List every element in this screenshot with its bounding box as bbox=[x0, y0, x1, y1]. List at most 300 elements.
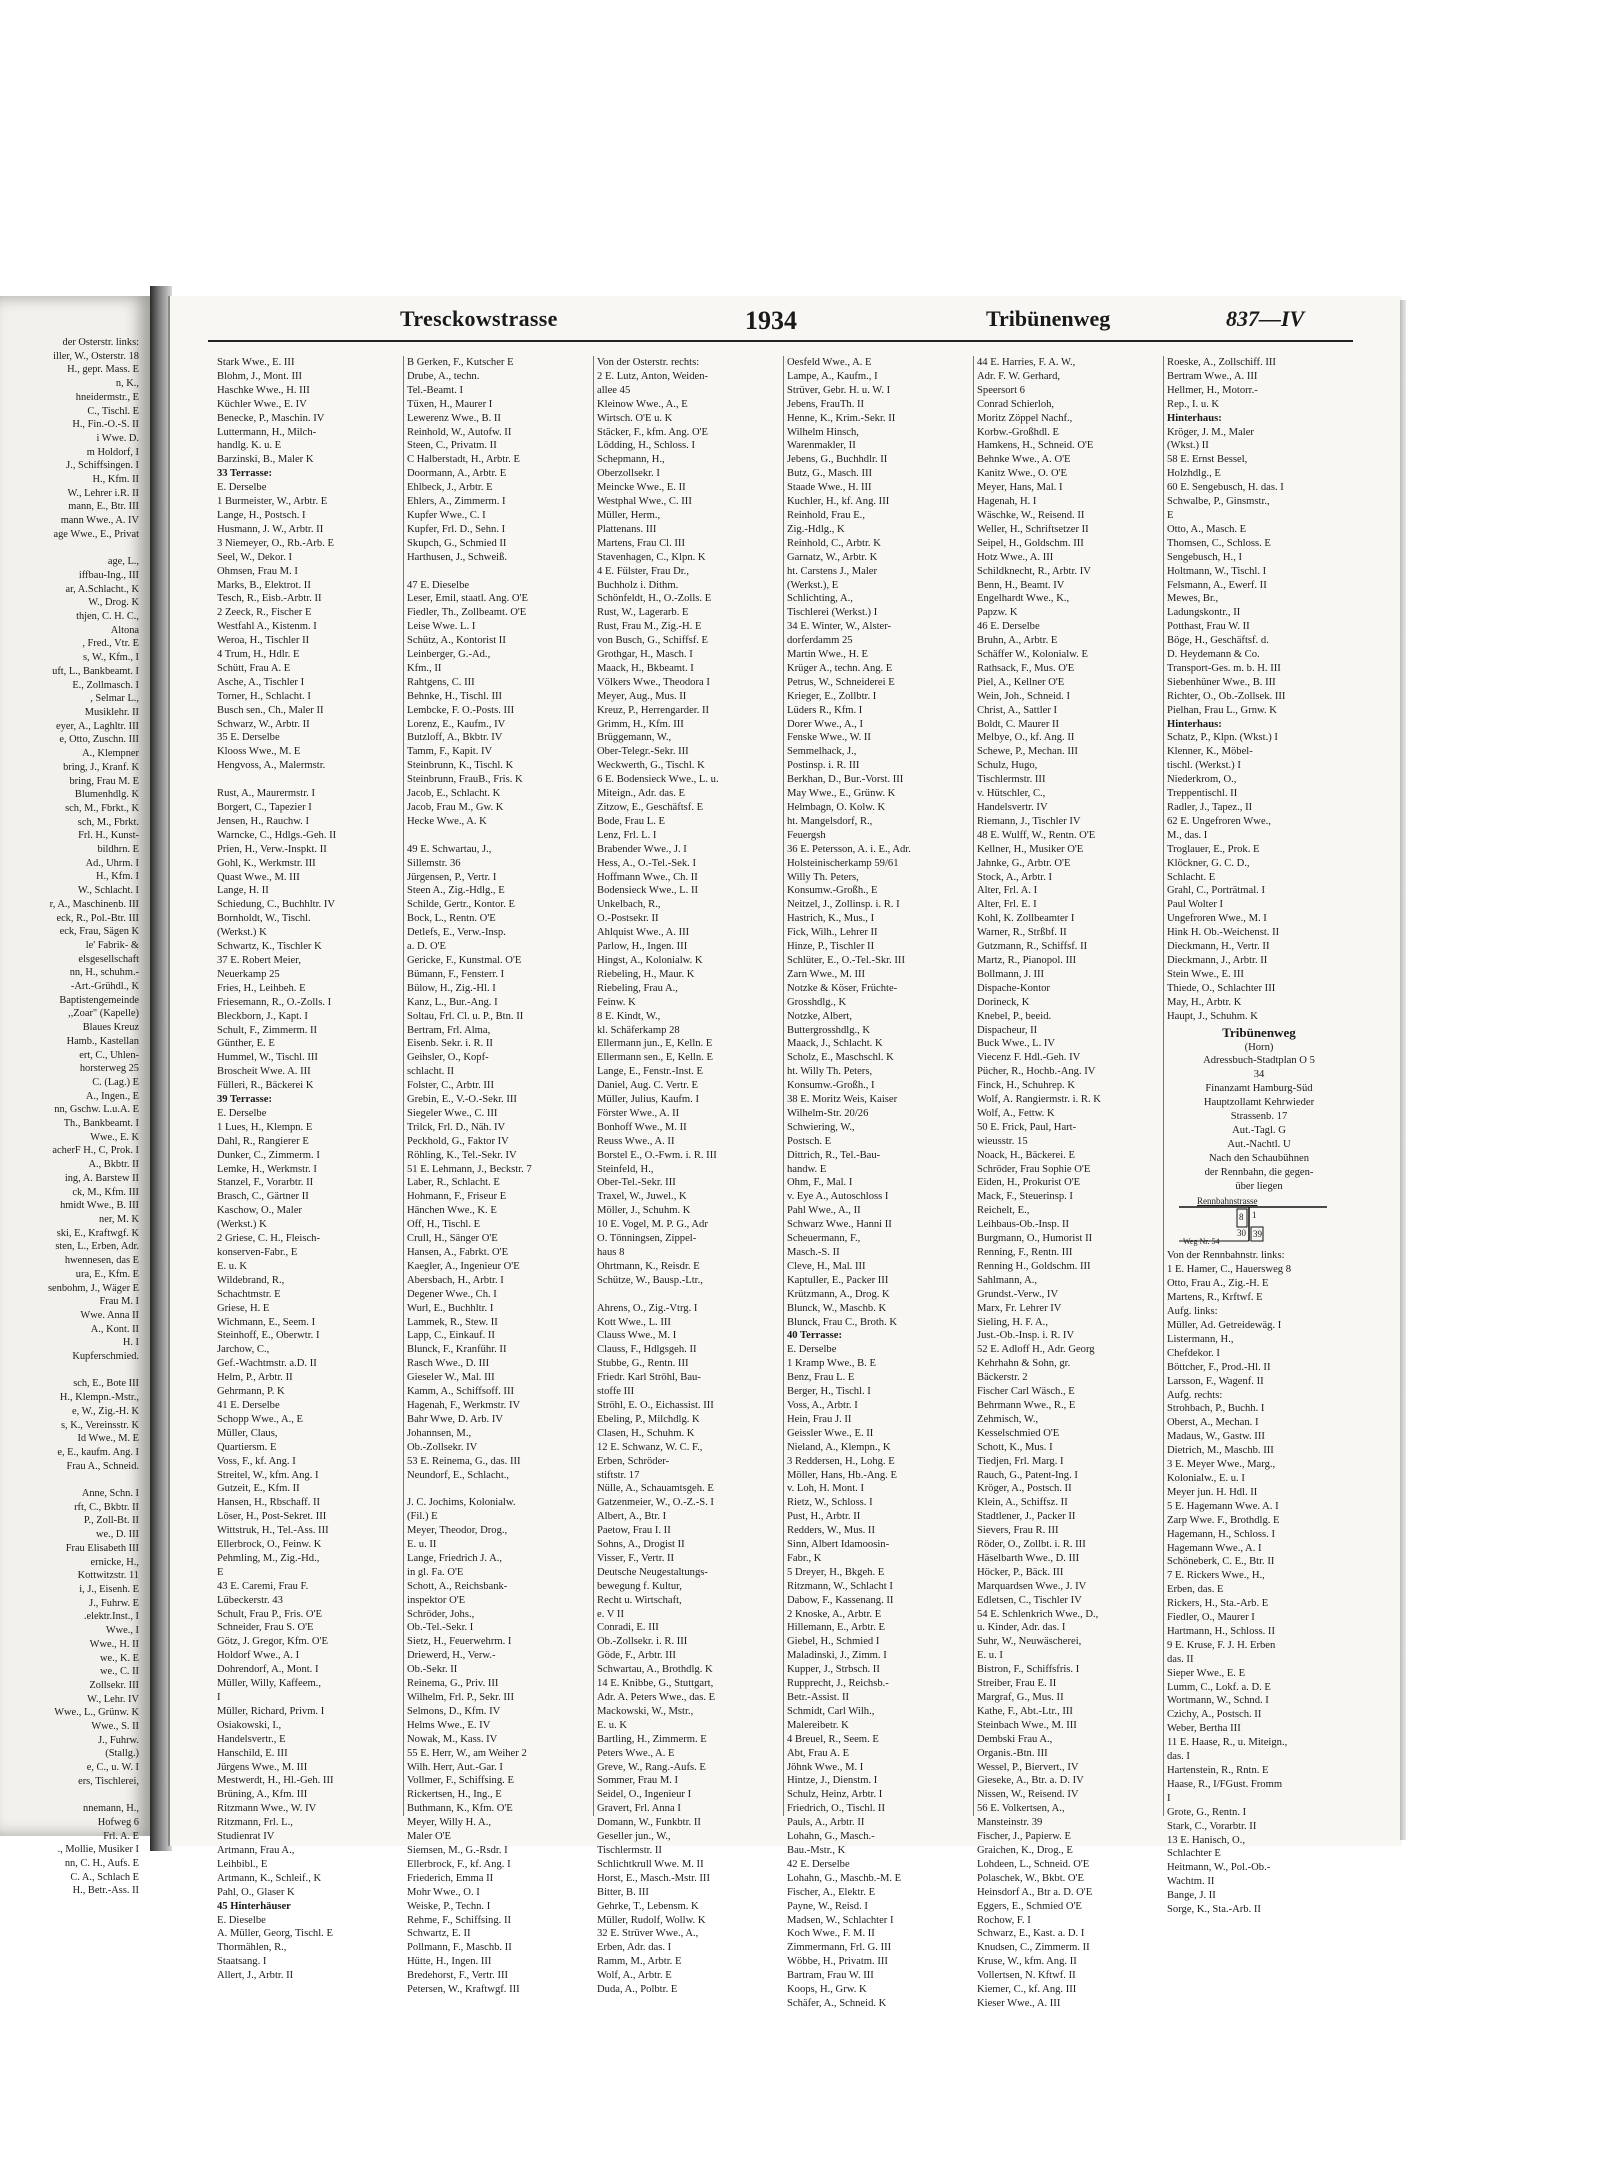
left-page-line: sten, L., Erben, Adr. bbox=[55, 1241, 139, 1253]
directory-entry: Ellerbrock, F., kf. Ang. I bbox=[407, 1858, 511, 1870]
directory-entry: Stäcker, F., kfm. Ang. O'E bbox=[597, 426, 708, 438]
directory-entry: Martens, Frau Cl. III bbox=[597, 537, 685, 549]
directory-entry: Fenske Wwe., W. II bbox=[787, 732, 871, 744]
directory-entry: Boldt, C. Maurer II bbox=[977, 718, 1060, 730]
directory-entry: Meincke Wwe., E. II bbox=[597, 482, 686, 494]
directory-entry: Grundst.-Verw., IV bbox=[977, 1288, 1059, 1300]
directory-entry: Schwarz, E., Kast. a. D. I bbox=[977, 1928, 1085, 1940]
left-page-line: Th., Bankbeamt. I bbox=[63, 1118, 139, 1130]
directory-entry: 6 E. Bodensieck Wwe., L. u. bbox=[597, 774, 719, 786]
directory-entry: Heinsdorf A., Btr a. D. O'E bbox=[977, 1886, 1093, 1898]
directory-entry: Lapp, C., Einkauf. II bbox=[407, 1330, 495, 1342]
directory-entry bbox=[597, 1288, 780, 1302]
directory-entry: Grothgar, H., Masch. I bbox=[597, 649, 693, 661]
map-plot-number: 39 bbox=[1253, 1229, 1262, 1240]
directory-entry: Lüders R., Kfm. I bbox=[787, 704, 863, 716]
left-page-line: e, C., u. W. I bbox=[86, 1762, 139, 1774]
directory-entry: Zarp Wwe. F., Brothdlg. E bbox=[1167, 1514, 1280, 1526]
directory-entry: Helms Wwe., E. IV bbox=[407, 1719, 491, 1731]
directory-entry: Schwarz, W., Arbtr. II bbox=[217, 718, 310, 730]
directory-entry: Griese, H. E bbox=[217, 1302, 270, 1314]
directory-entry: Ellerbrock, O., Feinw. K bbox=[217, 1539, 322, 1551]
directory-entry: E. u. I bbox=[977, 1650, 1003, 1662]
left-page-line: H., Kfm. II bbox=[92, 474, 139, 486]
directory-entry: Westphal Wwe., C. III bbox=[597, 496, 692, 508]
directory-entry: Schopp Wwe., A., E bbox=[217, 1413, 304, 1425]
directory-entry: (Fil.) E bbox=[407, 1511, 438, 1523]
street-range-start: Tresckowstrasse bbox=[400, 306, 558, 331]
directory-entry: Leinberger, G.-Ad., bbox=[407, 649, 491, 661]
directory-entry: E bbox=[217, 1566, 224, 1578]
directory-entry: Lenz, Frl. L. I bbox=[597, 829, 657, 841]
directory-entry: Ob.-Zollsekr. i. R. III bbox=[597, 1636, 688, 1648]
directory-entry: O.-Postsekr. II bbox=[597, 913, 659, 925]
directory-entry: Recht u. Wirtschaft, bbox=[597, 1594, 682, 1606]
directory-entry: A. Müller, Georg, Tischl. E bbox=[217, 1928, 333, 1940]
directory-entry: Müller, Richard, Privm. I bbox=[217, 1705, 325, 1717]
directory-entry: Tiedjen, Frl. Marg. I bbox=[977, 1455, 1064, 1467]
directory-entry: Meyer, Theodor, Drog., bbox=[407, 1525, 508, 1537]
directory-entry: Otto, A., Masch. E bbox=[1167, 523, 1247, 535]
directory-entry: Kaptuller, E., Packer III bbox=[787, 1274, 889, 1286]
directory-entry: Rust, A., Maurermstr. I bbox=[217, 788, 315, 800]
directory-entry: Helmbagn, O. Kolw. K bbox=[787, 802, 886, 813]
directory-entry: Reinhold, Frau E., bbox=[787, 509, 865, 521]
directory-entry: Madaus, W., Gastw. III bbox=[1167, 1431, 1265, 1443]
directory-entry: Kruse, W., kfm. Ang. II bbox=[977, 1956, 1077, 1968]
directory-entry: Moritz Zöppel Nachf., bbox=[977, 412, 1073, 424]
directory-entry: Artmann, Frau A., bbox=[217, 1844, 295, 1856]
directory-entry: Schepmann, H., bbox=[597, 454, 665, 466]
directory-entry: Thiede, O., Schlachter III bbox=[1167, 982, 1276, 994]
directory-entry: Aufg. links: bbox=[1167, 1306, 1218, 1318]
left-page-line: Musiklehr. II bbox=[84, 706, 139, 718]
directory-entry: Dohrendorf, A., Mont. I bbox=[217, 1664, 319, 1676]
directory-entry: Gieseke, A., Btr. a. D. IV bbox=[977, 1775, 1084, 1787]
directory-entry: 50 E. Frick, Paul, Hart- bbox=[977, 1121, 1077, 1133]
left-page-line: elsgesellschaft bbox=[78, 953, 139, 965]
directory-entry: Von der Rennbahnstr. links: bbox=[1167, 1250, 1285, 1262]
directory-entry: Gutzeit, E., Kfm. II bbox=[217, 1483, 300, 1495]
directory-entry: 54 E. Schlenkrich Wwe., D., bbox=[977, 1608, 1099, 1620]
directory-entry: Grosshdlg., K bbox=[787, 996, 847, 1008]
directory-entry: E. Derselbe bbox=[217, 482, 267, 494]
directory-entry: Martz, R., Pianopol. III bbox=[977, 954, 1077, 966]
directory-entry: Kuchler, H., kf. Ang. III bbox=[787, 496, 890, 508]
directory-entry: 43 E. Caremi, Frau F. bbox=[217, 1580, 309, 1592]
directory-entry: Hellmer, H., Motorr.- bbox=[1167, 384, 1258, 396]
directory-entry: Sieling, H. F. A., bbox=[977, 1316, 1048, 1328]
directory-entry: Mackowski, W., Mstr., bbox=[597, 1705, 694, 1717]
directory-entry: Dorineck, K bbox=[977, 996, 1030, 1008]
directory-entry: Bornholdt, W., Tischl. bbox=[217, 913, 311, 925]
directory-entry: Böttcher, F., Prod.-Hl. II bbox=[1167, 1361, 1271, 1373]
left-page-line: ar, A.Schlacht., K bbox=[65, 583, 139, 595]
directory-entry: Tamm, F., Kapit. IV bbox=[407, 746, 493, 758]
directory-entry: Quartiersm. E bbox=[217, 1441, 277, 1453]
directory-entry: Wolf, A., Arbtr. E bbox=[597, 1970, 672, 1982]
map-plot-number: 8 bbox=[1239, 1212, 1244, 1223]
page-edge bbox=[1400, 300, 1406, 1840]
directory-entry: Bartling, H., Zimmerm. E bbox=[597, 1733, 707, 1745]
directory-entry: Giebel, H., Schmied I bbox=[787, 1636, 880, 1648]
directory-entry: Larsson, F., Wagenf. II bbox=[1167, 1375, 1264, 1387]
directory-entry: Grebin, E., V.-O.-Sekr. III bbox=[407, 1094, 517, 1106]
left-page-line bbox=[0, 1364, 139, 1378]
directory-entry: Strohbach, P., Buchh. I bbox=[1167, 1403, 1265, 1415]
directory-entry: 1 Kramp Wwe., B. E bbox=[787, 1358, 876, 1370]
directory-entry: Eggers, E., Schmied O'E bbox=[977, 1900, 1082, 1912]
directory-entry: Kiemer, C., kf. Ang. III bbox=[977, 1984, 1077, 1996]
directory-entry: Thormählen, R., bbox=[217, 1942, 287, 1954]
directory-entry: Ober-Telegr.-Sekr. III bbox=[597, 746, 689, 758]
directory-entry: 46 E. Derselbe bbox=[977, 621, 1040, 633]
directory-entry: Wolf, A. Rangiermstr. i. R. K bbox=[977, 1094, 1101, 1106]
directory-entry: E bbox=[1167, 509, 1174, 521]
directory-entry: Paetow, Frau I. II bbox=[597, 1525, 671, 1537]
directory-entry: 8 E. Kindt, W., bbox=[597, 1010, 661, 1022]
left-page-line: bring, J., Kranf. K bbox=[63, 761, 139, 773]
directory-entry: Sommer, Frau M. I bbox=[597, 1775, 679, 1787]
directory-entry: Eisenb. Sekr. i. R. II bbox=[407, 1038, 493, 1050]
directory-entry: Lange, H., Postsch. I bbox=[217, 509, 306, 521]
left-page-line: Hamb., Kastellan bbox=[66, 1035, 139, 1047]
directory-entry: Dieckmann, J., Arbtr. II bbox=[1167, 954, 1268, 966]
directory-entry: 1 Lues, H., Klempn. E bbox=[217, 1121, 313, 1133]
directory-entry: Steinhoff, E., Oberwtr. I bbox=[217, 1330, 320, 1342]
left-page-line: W., Lehrer i.R. II bbox=[67, 487, 139, 499]
directory-entry: 5 Dreyer, H., Bkgeh. E bbox=[787, 1566, 885, 1578]
directory-entry: Hansen, A., Fabrkt. O'E bbox=[407, 1247, 509, 1258]
directory-entry: Tischlerei (Werkst.) I bbox=[787, 607, 878, 619]
directory-entry: Röder, O., Zollbt. i. R. III bbox=[977, 1539, 1086, 1551]
directory-entry: 12 E. Schwanz, W. C. F., bbox=[597, 1441, 703, 1453]
left-page-line: we., K. E bbox=[100, 1652, 139, 1664]
directory-entry: Wichmann, E., Seem. I bbox=[217, 1316, 316, 1328]
directory-entry bbox=[217, 773, 400, 787]
directory-column-5 bbox=[974, 356, 1164, 2009]
directory-entry: Marx, Fr. Lehrer IV bbox=[977, 1302, 1062, 1314]
directory-entry: Hartenstein, R., Rntn. E bbox=[1167, 1765, 1269, 1776]
left-page-line: A., Klempner bbox=[82, 748, 139, 760]
directory-entry: Erben, das. E bbox=[1167, 1584, 1224, 1596]
directory-entry: Rasch Wwe., D. III bbox=[407, 1358, 490, 1370]
directory-entry: Schilde, Gertr., Kontor. E bbox=[407, 899, 515, 911]
directory-entry: Visser, F., Vertr. II bbox=[597, 1552, 675, 1564]
directory-entry: Henne, K., Krim.-Sekr. II bbox=[787, 412, 896, 424]
directory-entry: Johannsen, M., bbox=[407, 1427, 472, 1439]
directory-entry: Tischlermstr. III bbox=[977, 774, 1046, 786]
directory-entry: Lembcke, F. O.-Posts. III bbox=[407, 704, 515, 716]
directory-entry: Margraf, G., Mus. II bbox=[977, 1692, 1064, 1703]
directory-entry: Clauss, F., Hdlgsgeh. II bbox=[597, 1344, 697, 1356]
directory-entry: Treppentischl. II bbox=[1167, 788, 1238, 800]
left-page-line bbox=[0, 542, 139, 556]
left-page-line: Frau M. I bbox=[99, 1296, 139, 1308]
directory-entry: Lohahn, G., Maschb.-M. E bbox=[787, 1872, 902, 1884]
directory-entry: Blunck, Frau C., Broth. K bbox=[787, 1316, 898, 1328]
directory-entry: Fischer, J., Papierw. E bbox=[977, 1831, 1071, 1843]
directory-entry: Kaschow, O., Maler bbox=[217, 1205, 302, 1217]
directory-entry: von Busch, G., Schiffsf. E bbox=[597, 635, 709, 647]
directory-entry: Fülleri, R., Bäckerei K bbox=[217, 1080, 314, 1092]
directory-entry: Geseller jun., W., bbox=[597, 1831, 671, 1843]
directory-entry: Heitmann, W., Pol.-Ob.- bbox=[1167, 1862, 1271, 1874]
directory-entry: Müller, Herm., bbox=[597, 509, 661, 521]
directory-entry: 42 E. Derselbe bbox=[787, 1858, 850, 1870]
directory-entry: Rep., I. u. K bbox=[1167, 398, 1220, 410]
directory-entry: Degener Wwe., Ch. I bbox=[407, 1288, 497, 1300]
directory-entry: Böge, H., Geschäftsf. d. bbox=[1167, 635, 1269, 647]
directory-entry: 10 E. Vogel, M. P. G., Adr bbox=[597, 1219, 708, 1231]
directory-entry: 3 Niemeyer, O., Rb.-Arb. E bbox=[217, 537, 334, 549]
directory-entry: Schwiering, W., bbox=[787, 1121, 855, 1133]
directory-entry: Kupper, J., Strbsch. II bbox=[787, 1664, 880, 1676]
directory-entry: handlg. K. u. E bbox=[217, 440, 282, 452]
directory-entry: Radler, J., Tapez., II bbox=[1167, 802, 1253, 813]
directory-entry: Notzke, Albert, bbox=[787, 1010, 853, 1022]
directory-entry: Sohns, A., Drogist II bbox=[597, 1539, 685, 1551]
directory-entry: Blohm, J., Mont. III bbox=[217, 370, 303, 382]
directory-entry: Garnatz, W., Arbtr. K bbox=[787, 551, 878, 563]
directory-entry: Brüning, A., Kfm. III bbox=[217, 1789, 308, 1801]
directory-entry: Pahl, O., Glaser K bbox=[217, 1886, 295, 1898]
directory-entry: Schütze, W., Bausp.-Ltr., bbox=[597, 1274, 703, 1286]
directory-entry: Schröder, Frau Sophie O'E bbox=[977, 1163, 1091, 1175]
directory-entry: Doormann, A., Arbtr. E bbox=[407, 468, 507, 480]
directory-entry: May Wwe., E., Grünw. K bbox=[787, 788, 896, 800]
left-page-line: Blumenhdlg. K bbox=[74, 789, 139, 801]
directory-entry: Clauss Wwe., M. I bbox=[597, 1330, 677, 1342]
directory-entry: Riemann, J., Tischler IV bbox=[977, 815, 1081, 827]
directory-entry: Luttermann, H., Milch- bbox=[217, 426, 317, 438]
directory-entry: Drube, A., techn. bbox=[407, 370, 480, 382]
directory-entry: Bau.-Mstr., K bbox=[787, 1844, 846, 1856]
directory-entry: Jöhnk Wwe., M. I bbox=[787, 1761, 864, 1773]
directory-entry: 41 E. Derselbe bbox=[217, 1399, 280, 1411]
left-page-line: Wwe., S. II bbox=[91, 1721, 139, 1733]
directory-entry: tischl. (Werkst.) I bbox=[1167, 760, 1241, 772]
directory-entry: Oberst, A., Mechan. I bbox=[1167, 1417, 1259, 1429]
directory-entry: Dunker, C., Zimmerm. I bbox=[217, 1149, 320, 1161]
directory-entry: v. Eye A., Autoschloss I bbox=[787, 1191, 889, 1203]
left-page-line: ers, Tischlerei, bbox=[78, 1775, 139, 1787]
directory-entry: Domann, W., Funkbtr. II bbox=[597, 1817, 701, 1829]
left-page-line: Frau Elisabeth III bbox=[65, 1542, 139, 1554]
directory-entry: Hein, Frau J. II bbox=[787, 1413, 852, 1425]
left-page-line: i, J., Eisenh. E bbox=[79, 1583, 139, 1595]
directory-entry: 11 E. Haase, R., u. Miteign., bbox=[1167, 1737, 1288, 1749]
left-page-line: Baptistengemeinde bbox=[59, 994, 139, 1006]
directory-entry: 55 E. Herr, W., am Weiher 2 bbox=[407, 1747, 527, 1759]
directory-entry: Selmons, D., Kfm. IV bbox=[407, 1705, 501, 1717]
left-page-line: ing, A. Barstew II bbox=[64, 1172, 139, 1184]
directory-entry: Haupt, J., Schuhm. K bbox=[1167, 1010, 1258, 1022]
directory-entry: Sieper Wwe., E. E bbox=[1167, 1667, 1246, 1679]
directory-entry: Fick, Wilh., Lehrer II bbox=[787, 927, 878, 939]
directory-entry: Masch.-S. II bbox=[787, 1247, 840, 1258]
directory-columns bbox=[214, 356, 1354, 2009]
directory-entry: 38 E. Moritz Weis, Kaiser bbox=[787, 1094, 898, 1106]
left-page-line: nn, H., schuhm.- bbox=[69, 967, 139, 979]
directory-entry: Friesemann, R., O.-Zolls. I bbox=[217, 996, 332, 1008]
directory-entry: Kupfer, Frl. D., Sehn. I bbox=[407, 523, 506, 535]
directory-entry: 34 bbox=[1253, 1069, 1265, 1081]
left-page-line: Anne, Schn. I bbox=[81, 1488, 139, 1500]
directory-entry: Wachtm. II bbox=[1167, 1876, 1215, 1888]
directory-entry: Riebeling, Frau A., bbox=[597, 982, 678, 994]
directory-entry: Schott, A., Reichsbank- bbox=[407, 1580, 508, 1592]
directory-entry: Renning H., Goldschm. III bbox=[977, 1260, 1091, 1272]
directory-entry: Nissen, W., Reisend. IV bbox=[977, 1789, 1079, 1801]
directory-entry: Borstel E., O.-Fwm. i. R. III bbox=[597, 1149, 717, 1161]
directory-entry: Christ, A., Sattler I bbox=[977, 704, 1058, 716]
left-page-line: ernicke, H., bbox=[90, 1556, 139, 1568]
directory-entry: Pauls, A., Arbtr. II bbox=[787, 1817, 865, 1829]
directory-entry: Nach den Schaubühnen bbox=[1208, 1152, 1310, 1164]
directory-entry: Feuergsh bbox=[787, 829, 826, 841]
left-page-line: sch, E., Bote III bbox=[73, 1378, 139, 1390]
left-page-line: Frl. H., Kunst- bbox=[78, 830, 139, 842]
left-page-line: H., gepr. Mass. E bbox=[67, 364, 139, 376]
directory-entry: Tel.-Beamt. I bbox=[407, 384, 464, 396]
directory-entry: Torner, H., Schlacht. I bbox=[217, 690, 311, 702]
directory-entry: Hillemann, E., Arbtr. E bbox=[787, 1622, 885, 1634]
directory-entry: Eiden, H., Prokurist O'E bbox=[977, 1177, 1081, 1189]
directory-entry: Mestwerdt, H., Hl.-Geh. III bbox=[217, 1775, 334, 1787]
directory-entry: Unkelbach, R., bbox=[597, 899, 661, 911]
directory-entry: Detlefs, E., Verw.-Insp. bbox=[407, 927, 506, 939]
directory-entry: Bümann, F., Fensterr. I bbox=[407, 968, 505, 980]
directory-entry: Hansen, H., Rbschaff. II bbox=[217, 1497, 321, 1509]
directory-entry: Küchler Wwe., E. IV bbox=[217, 398, 307, 410]
directory-entry: Abt, Frau A. E bbox=[787, 1747, 850, 1759]
directory-entry: Organis.-Btn. III bbox=[977, 1747, 1048, 1759]
directory-entry: O. Tönningsen, Zippel- bbox=[597, 1233, 697, 1245]
directory-entry: I bbox=[1167, 1792, 1171, 1804]
directory-entry: Gutzmann, R., Schiffsf. II bbox=[977, 941, 1088, 953]
directory-entry: Tischlermstr. II bbox=[597, 1844, 662, 1856]
left-page-line: ert, C., Uhlen- bbox=[79, 1049, 139, 1061]
directory-entry: Kanitz Wwe., O. O'E bbox=[977, 468, 1067, 480]
directory-entry: bewegung f. Kultur, bbox=[597, 1580, 682, 1592]
directory-entry: J. C. Jochims, Kolonialw. bbox=[407, 1497, 516, 1509]
directory-entry: 2 Zeeck, R., Fischer E bbox=[217, 607, 312, 619]
directory-entry: Benecke, P., Maschin. IV bbox=[217, 412, 325, 424]
directory-entry: Meyer, Hans, Mal. I bbox=[977, 482, 1063, 494]
left-page-line: nnemann, H., bbox=[83, 1803, 139, 1815]
directory-entry: Feinw. K bbox=[597, 996, 636, 1008]
directory-entry: Kathe, F., Abt.-Ltr., III bbox=[977, 1705, 1073, 1717]
directory-entry: Jürgens Wwe., M. III bbox=[217, 1761, 308, 1773]
directory-entry: Dispache-Kontor bbox=[977, 982, 1050, 994]
directory-entry: Stark, C., Vorarbtr. II bbox=[1167, 1820, 1257, 1832]
left-page-line: senbohm, J., Wäger E bbox=[48, 1282, 139, 1294]
directory-entry: Höcker, P., Bäck. III bbox=[977, 1566, 1064, 1578]
left-page-line: P., Zoll-Bt. II bbox=[83, 1515, 139, 1527]
directory-entry: Schott, K., Mus. I bbox=[977, 1441, 1053, 1453]
directory-entry: Schönfeldt, H., O.-Zolls. E bbox=[597, 593, 712, 605]
left-page-line: nn, Gschw. L.u.A. E bbox=[54, 1104, 139, 1116]
directory-entry: 3 E. Meyer Wwe., Marg., bbox=[1167, 1459, 1276, 1471]
directory-entry: Blunck, W., Maschb. K bbox=[787, 1302, 887, 1314]
directory-entry: Schiedung, C., Buchhltr. IV bbox=[217, 899, 335, 911]
directory-entry: Benz, Frau L. E bbox=[787, 1372, 855, 1384]
directory-entry: Stadtlener, J., Packer II bbox=[977, 1511, 1076, 1523]
directory-entry: Hänchen Wwe., K. E bbox=[407, 1205, 497, 1217]
directory-entry: Pehmling, M., Zig.-Hd., bbox=[217, 1552, 320, 1564]
directory-entry: Maack, J., Schlacht. K bbox=[787, 1038, 883, 1050]
directory-entry: 1 E. Hamer, C., Hauersweg 8 bbox=[1167, 1264, 1292, 1276]
directory-entry: 13 E. Hanisch, O., bbox=[1167, 1834, 1245, 1846]
directory-entry: Meyer, Willy H. A., bbox=[407, 1817, 491, 1829]
directory-entry: Westfahl A., Kistenm. I bbox=[217, 621, 317, 633]
directory-entry: Krützmann, A., Drog. K bbox=[787, 1288, 890, 1300]
left-page-line: Zollsekr. III bbox=[89, 1679, 139, 1691]
directory-entry: Holsteinischerkamp 59/61 bbox=[787, 857, 899, 869]
directory-entry: Weber, Bertha III bbox=[1167, 1723, 1241, 1735]
directory-entry: Neundorf, E., Schlacht., bbox=[407, 1469, 510, 1481]
directory-column-4 bbox=[784, 356, 974, 2009]
directory-entry: Otto, Frau A., Zig.-H. E bbox=[1167, 1278, 1269, 1290]
directory-entry: Dieckmann, H., Vertr. II bbox=[1167, 941, 1270, 953]
left-page-line: W., Lehr. IV bbox=[87, 1693, 139, 1705]
directory-entry: (Werkst.) K bbox=[217, 927, 267, 939]
directory-entry: Hagemann Wwe., A. I bbox=[1167, 1542, 1262, 1554]
directory-entry: 5 E. Hagemann Wwe. A. I bbox=[1167, 1500, 1279, 1512]
directory-entry: Schäfer, A., Schneid. K bbox=[787, 1997, 887, 2009]
directory-entry: Adressbuch-Stadtplan O 5 bbox=[1203, 1055, 1315, 1067]
directory-entry: Postsch. E bbox=[787, 1135, 832, 1147]
left-page-line: Wwe., E. K bbox=[90, 1131, 139, 1143]
directory-entry: Gehrke, T., Lebensm. K bbox=[597, 1900, 699, 1912]
left-page-line: Altona bbox=[110, 624, 139, 636]
directory-entry: Maack, H., Bkbeamt. I bbox=[597, 662, 694, 674]
directory-entry: Schütz, A., Kontorist II bbox=[407, 635, 506, 647]
directory-entry: wieusstr. 15 bbox=[977, 1135, 1028, 1147]
directory-entry: 1 Burmeister, W., Arbtr. E bbox=[217, 496, 328, 508]
directory-entry: Knudsen, C., Zimmerm. II bbox=[977, 1942, 1090, 1954]
directory-entry: Holtmann, W., Tischl. I bbox=[1167, 565, 1267, 577]
directory-entry: E. u. II bbox=[407, 1539, 437, 1551]
directory-entry: in gl. Fa. O'E bbox=[407, 1566, 464, 1578]
directory-entry: Seipel, H., Goldschm. III bbox=[977, 537, 1084, 549]
directory-entry: Burgmann, O., Humorist II bbox=[977, 1233, 1093, 1245]
directory-entry: Martin Wwe., H. E bbox=[787, 649, 869, 661]
left-page-line: J., Fuhrw. bbox=[98, 1734, 139, 1746]
directory-entry: Gatzenmeier, W., O.-Z.-S. I bbox=[597, 1497, 714, 1509]
directory-entry: Malereibetr. K bbox=[787, 1719, 849, 1731]
left-page-line: we., D. III bbox=[96, 1529, 139, 1541]
directory-entry: Tesch, R., Eisb.-Arbtr. II bbox=[217, 593, 322, 605]
directory-entry: Blunck, F., Kranführ. II bbox=[407, 1344, 507, 1356]
directory-entry: Plattenans. III bbox=[597, 523, 657, 535]
directory-entry: Schlachter E bbox=[1167, 1848, 1221, 1860]
directory-entry: Hartmann, H., Schloss. II bbox=[1167, 1625, 1275, 1637]
directory-entry: Gohl, K., Werkmstr. III bbox=[217, 857, 316, 869]
directory-entry: D. Heydemann & Co. bbox=[1167, 649, 1260, 661]
directory-entry: Hengvoss, A., Malermstr. bbox=[217, 760, 326, 772]
directory-entry: Nülle, A., Schauamtsgeh. E bbox=[597, 1483, 714, 1495]
directory-entry: Berger, H., Tischl. I bbox=[787, 1386, 871, 1398]
directory-entry: Schachtmstr. E bbox=[217, 1288, 281, 1300]
directory-entry: 4 E. Fülster, Frau Dr., bbox=[597, 565, 689, 577]
directory-entry: 52 E. Adloff H., Adr. Georg bbox=[977, 1344, 1095, 1356]
directory-entry: 39 Terrasse: bbox=[217, 1094, 273, 1106]
directory-entry: Ohrtmann, K., Reisdr. E bbox=[597, 1260, 700, 1272]
directory-entry: E. u. K bbox=[597, 1719, 628, 1731]
directory-entry: 3 Reddersen, H., Lohg. E bbox=[787, 1455, 895, 1467]
